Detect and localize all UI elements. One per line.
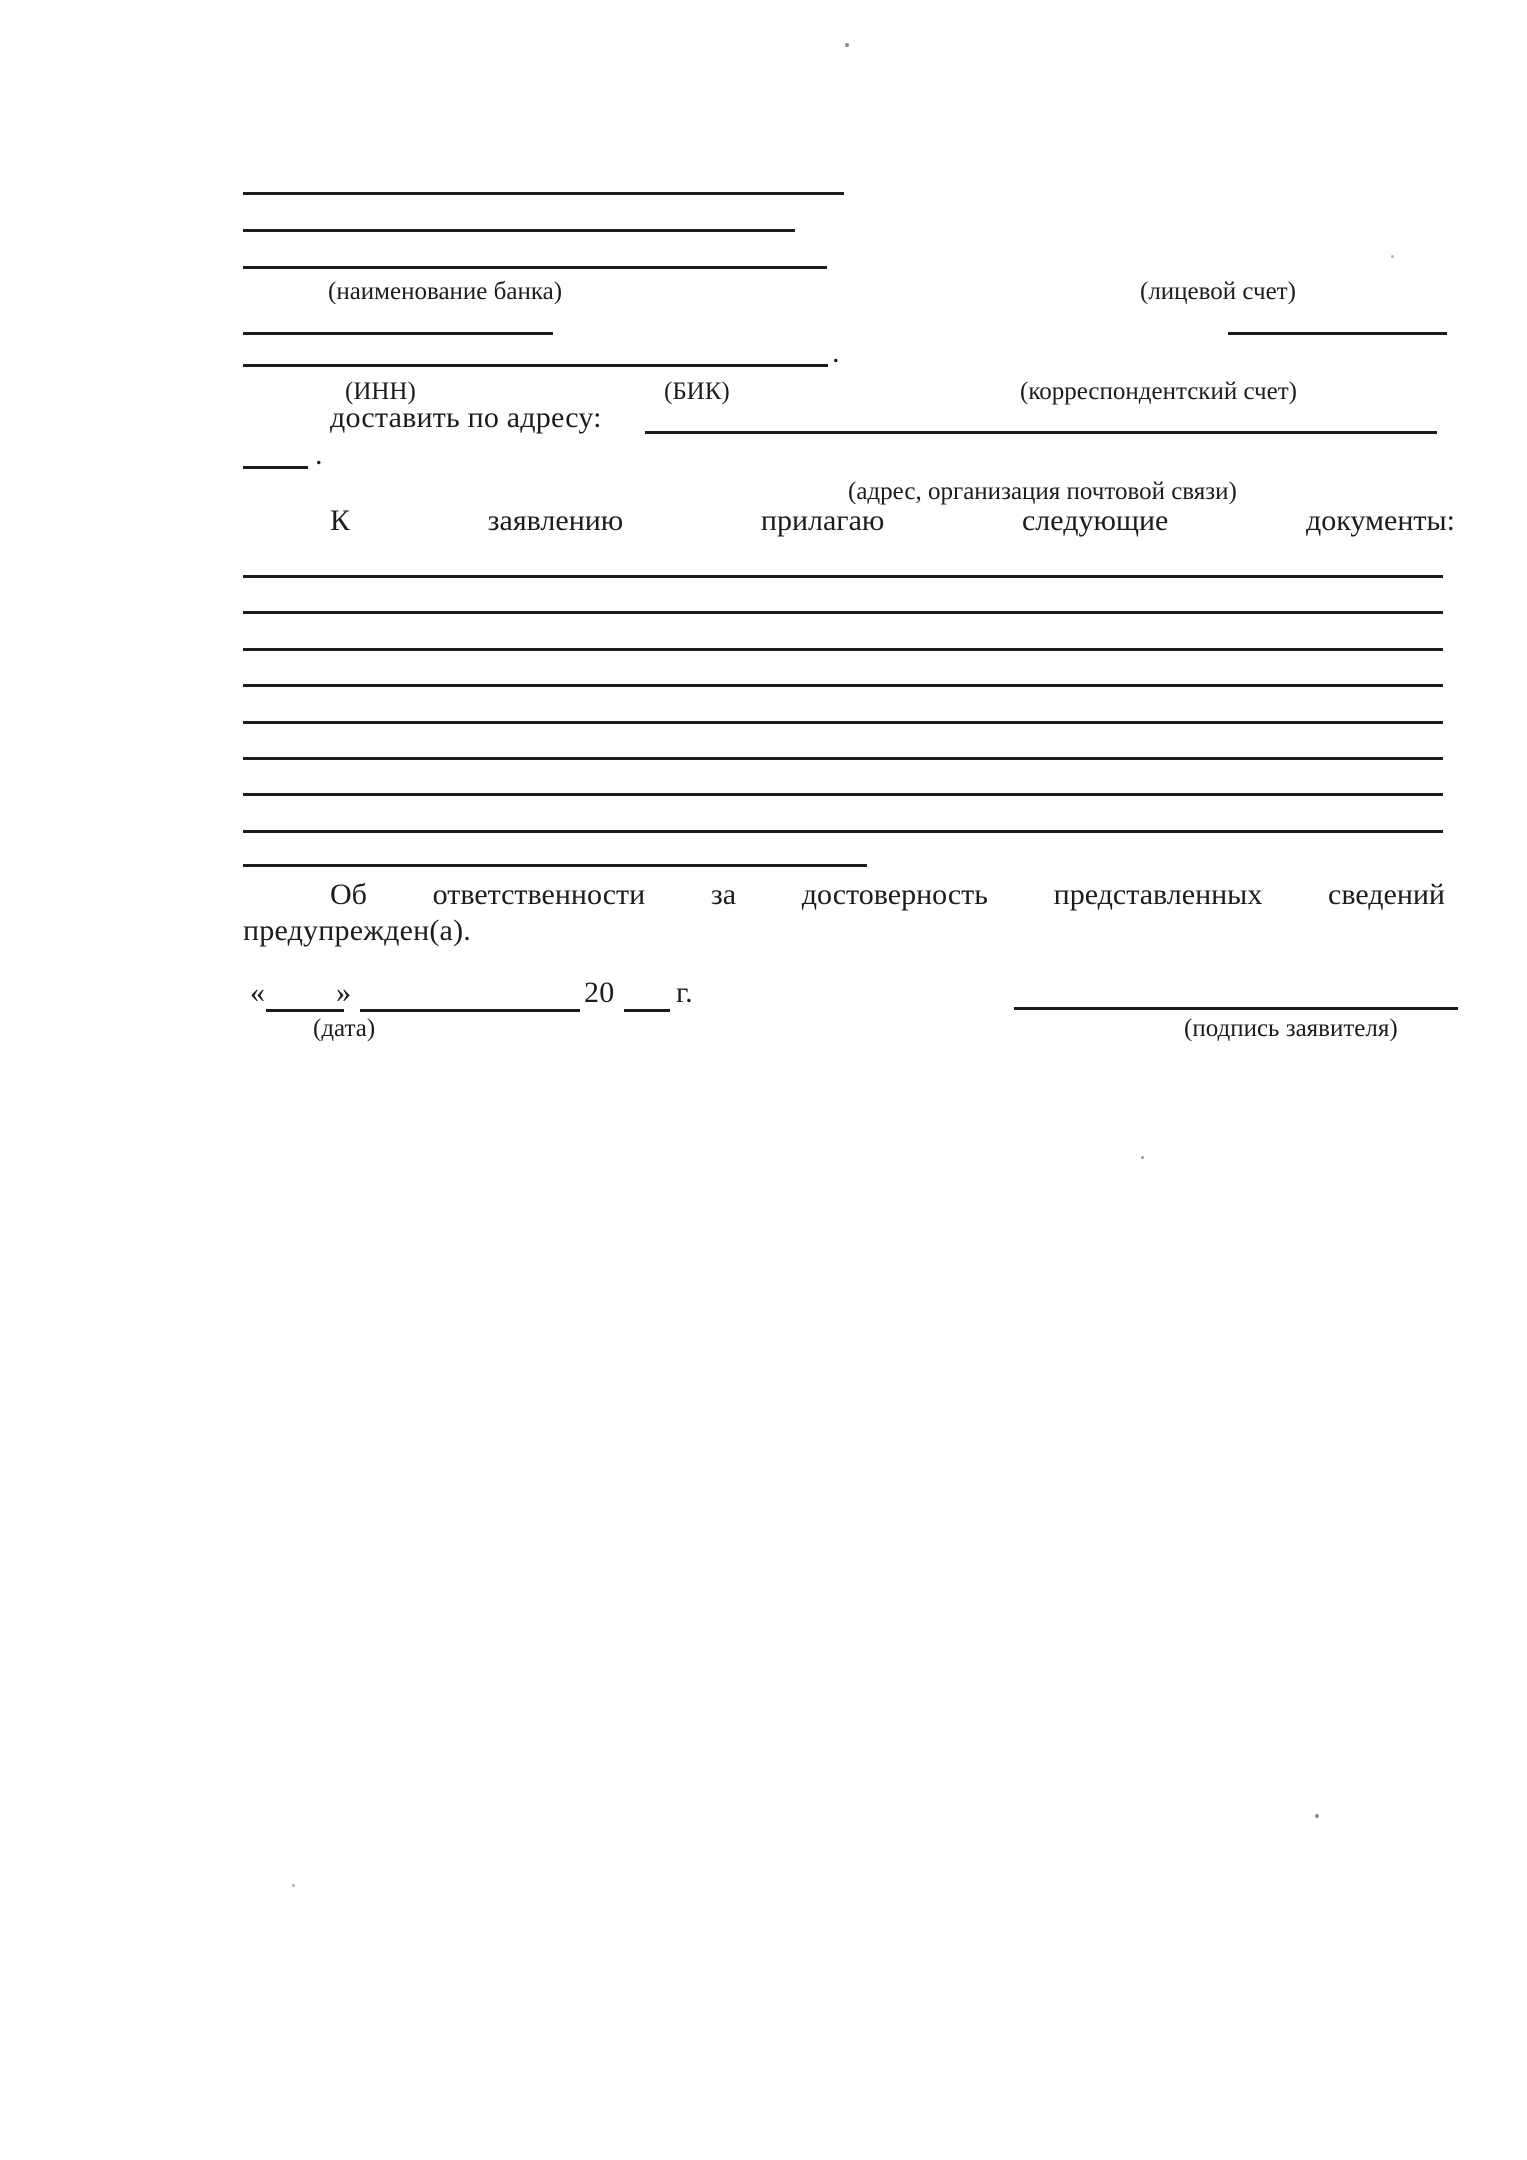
inn-blank-line: [243, 332, 553, 335]
inn-label: (ИНН): [345, 378, 416, 405]
bank-name-blank-line-2: [243, 229, 795, 232]
responsibility-line-1: Об ответственности за достоверность представленных сведений: [330, 878, 1445, 911]
date-year-suffix: г.: [676, 976, 693, 1009]
scan-speck: [292, 1884, 295, 1887]
document-blank-line-last: [243, 864, 867, 867]
document-blank-line: [243, 648, 1443, 651]
postal-address-label: (адрес, организация почтовой связи): [848, 478, 1237, 505]
document-blank-line: [243, 830, 1443, 833]
document-blank-line: [243, 575, 1443, 578]
signature-label: (подпись заявителя): [1184, 1015, 1398, 1042]
address-blank-line-1: [645, 431, 1437, 434]
inn-bik-line-period: .: [832, 336, 840, 369]
inn-bik-blank-line: [243, 364, 828, 367]
bik-label: (БИК): [664, 378, 730, 405]
bank-name-blank-line-3: [243, 266, 827, 269]
responsibility-line-2: предупрежден(а).: [243, 914, 471, 947]
date-label: (дата): [313, 1015, 376, 1042]
scan-speck: [845, 43, 849, 47]
document-blank-line: [243, 793, 1443, 796]
deliver-to-label: доставить по адресу:: [330, 401, 602, 434]
date-month-blank-line: [360, 1009, 580, 1012]
document-blank-line: [243, 721, 1443, 724]
document-blank-line: [243, 611, 1443, 614]
bank-name-blank-line-1: [243, 192, 844, 195]
document-blank-line: [243, 684, 1443, 687]
date-quote-close: »: [336, 976, 352, 1009]
documents-intro: К заявлению прилагаю следующие документы:: [330, 504, 1455, 537]
personal-account-label: (лицевой счет): [1140, 278, 1296, 305]
scan-speck: [1391, 255, 1394, 258]
date-year-blank-line: [624, 1009, 670, 1012]
scan-speck: [1141, 1156, 1144, 1159]
date-quote-open: «: [250, 976, 266, 1009]
address-blank-line-2: [243, 466, 308, 469]
corr-account-label: (корреспондентский счет): [1020, 378, 1297, 405]
scan-speck: [1315, 1814, 1319, 1818]
signature-blank-line: [1014, 1007, 1458, 1010]
bank-name-label: (наименование банка): [328, 278, 563, 305]
date-day-blank-line: [266, 1009, 344, 1012]
personal-account-blank-line: [1228, 332, 1447, 335]
address-line-period: .: [315, 438, 323, 471]
date-year-prefix: 20: [584, 976, 615, 1009]
document-blank-line: [243, 757, 1443, 760]
